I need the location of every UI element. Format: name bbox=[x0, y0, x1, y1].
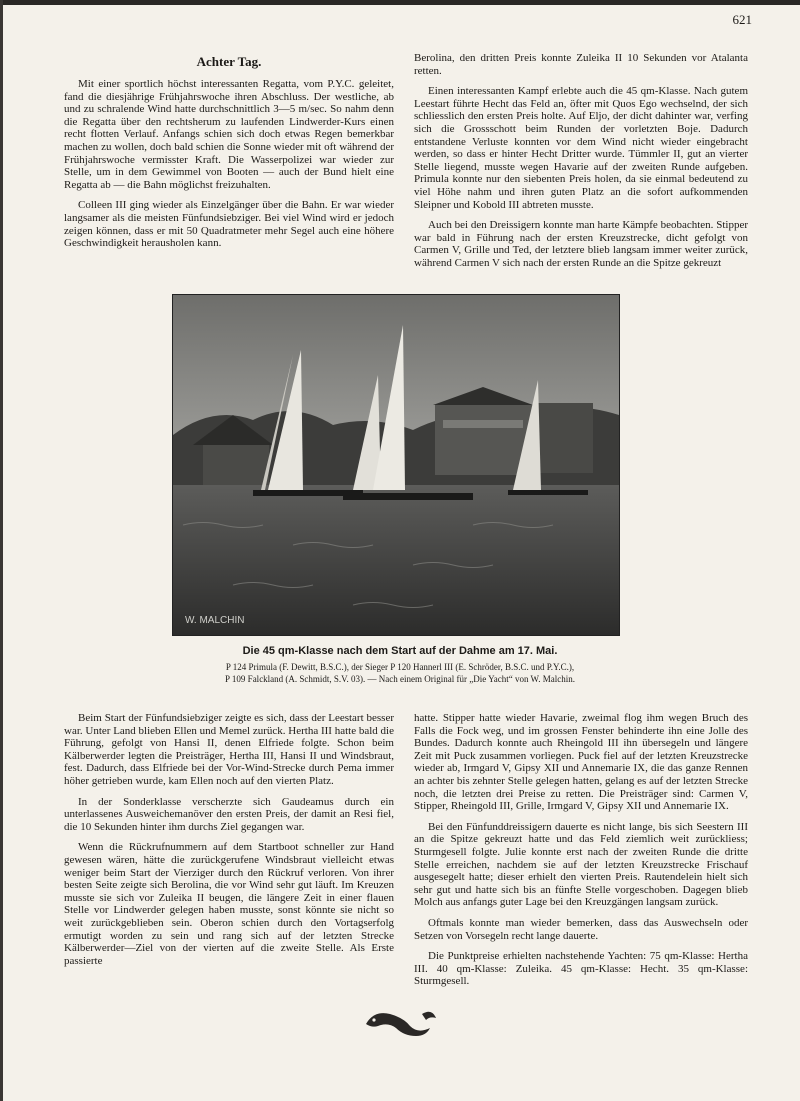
page-edge bbox=[0, 0, 800, 5]
paragraph: In der Sonderklasse verscherzte sich Gaudeamus durch ein unterlassenes Ausweichemanöver den ersten Preis, der damit an Resi fiel, die 10 Sekunden hinter ihm durchs Ziel gegangen war. bbox=[64, 795, 394, 833]
figure-caption-line: P 109 Falckland (A. Schmidt, S.V. 03). — Nach einem Original für „Die Yacht“ von W. Malchin. bbox=[225, 674, 575, 684]
page-number: 621 bbox=[732, 12, 752, 27]
dolphin-ornament-icon bbox=[360, 1004, 440, 1044]
paragraph: Colleen III ging wieder als Einzelgänger über die Bahn. Er war wieder langsamer als die meisten Fünfundsiebziger. Bei viel Wind wird er jedoch zeigen können, dass er mit 50 Quadratmeter mehr Segel auch eine höhere Geschwindigkeit herausholen kann. bbox=[64, 199, 394, 250]
paragraph: Wenn die Rückrufnummern auf dem Startboot schneller zur Hand gewesen wären, hätte die zurückgerufene Windsbraut vielleicht etwas weniger beim Start der Vierziger durch den Rückruf verloren. Von ihrer besten Seite zeigte sich Berolina, die vor Wind sehr gut läuft. Im Kreuzen musste sie sich vor Zuleika II beugen, die längere Zeit in einer flauen Stelle vor Lindwerder gelegen haben musste, sonst könnte sie nicht so weit zurückgeblieben sein. Oberon schien durch den Vortagserfolg ermutigt worden zu sein und rang sich auf der letzten Strecke Kälberwerder—Ziel von der vierten auf die zweite Stelle. Als Erste passierte bbox=[64, 841, 394, 967]
paragraph: Oftmals konnte man wieder bemerken, dass das Auswechseln oder Setzen von Vorsegeln recht lange dauerte. bbox=[414, 916, 748, 942]
paragraph: Mit einer sportlich höchst interessanten Regatta, vom P.Y.C. geleitet, fand die diesjährige Frühjahrswoche ihren Abschluss. Der westliche, ab und zu schralende Wind hatte durchschnittlich 3—5 m/sec. So nahm denn die Regatta über den rechtsherum zu laufenden Lindwerder-Kurs einen recht flotten Verlauf. Anfangs schien sich doch etwas Regen bemerkbar machen zu wollen, doch bald schien die Sonne wieder mit oft während der Frühjahrswoche vermisster Kraft. Die Wasserpolizei war wieder zur Stelle, um in dem Gewimmel von Booten — auch der Bund hielt eine Regatta ab — die Bahn möglichst freizuhalten. bbox=[64, 78, 394, 191]
painting-signature: W. MALCHIN bbox=[185, 615, 245, 626]
text-column-top-left bbox=[64, 78, 394, 258]
page-edge-left bbox=[0, 0, 3, 1101]
section-title: Achter Tag. bbox=[196, 54, 262, 69]
text-column-bottom-right bbox=[414, 712, 748, 996]
paragraph: Beim Start der Fünfundsiebziger zeigte es sich, dass der Leestart besser war. Unter Land blieben Ellen und Memel zurück. Hertha III hatte bald die Führung, gefolgt von Hansi II, denen Elfriede folgte. Schon beim Kälberwerder legten die Preisträger, Hertha III, Hansi II und Windsbraut, fest. Dadurch, dass Elfriede bei der Vor-Wind-Strecke durch Pema immer höher getrieben wurde, kam Ellen noch auf den vierten Platz. bbox=[64, 712, 394, 787]
paragraph: Bei den Fünfunddreissigern dauerte es nicht lange, bis sich Seestern III an die Spitze gekreuzt hatte und das Feld ziemlich weit zurückliess; Sturmgesell folgte. Julie konnte erst nach der zweiten Runde die dritte Stelle erreichen, nachdem sie auf der letzten Kreuzstrecke Frischauf ausgesegelt hatte; dieser erhielt den vierten Preis. Rautendelein hielt sich sehr gut und hatte sich bis an fünfte Stelle vorgeschoben. Dagegen blieb Molch aus anfangs guter Lage bei den Kreuzgängen langsam zurück. bbox=[414, 820, 748, 909]
text-column-top-right bbox=[414, 52, 748, 278]
figure-caption-title: Die 45 qm-Klasse nach dem Start auf der Dahme am 17. Mai. bbox=[242, 645, 558, 657]
text-column-bottom-left bbox=[64, 712, 394, 975]
sailing-painting-image bbox=[172, 294, 620, 636]
figure-caption-line: P 124 Primula (F. Dewitt, B.S.C.), der Sieger P 120 Hannerl III (E. Schröder, B.S.C. und P.Y.C.), bbox=[225, 662, 575, 672]
paragraph: Die Punktpreise erhielten nachstehende Yachten: 75 qm-Klasse: Hertha III. 40 qm-Klasse: Zuleika. 45 qm-Klasse: Hecht. 35 qm-Klasse: Sturmgesell. bbox=[414, 950, 748, 988]
paragraph: Einen interessanten Kampf erlebte auch die 45 qm-Klasse. Nach gutem Leestart führte Hecht das Feld an, öfter mit Quos Ego wechselnd, der sich schliesslich den ersten Preis holte. Auf Eljo, der dicht dahinter war, verfing sich die Grossschott beim Runden der vorletzten Boje. Dadurch entstandene Verluste konnten vor dem Wind nicht wieder eingebracht werden, so dass er hinter Hecht Dritter wurde. Tümmler II, gut an vierter Stelle liegend, musste wegen Havarie auf der zweiten Runde aufgeben. Primula konnte nur den siebenten Preis holen, da sie einmal bedeutend zu viel Höhe nahm und ihren guten Platz an die sofort aufkommenden Sleipner und Kobold III abtreten musste. bbox=[414, 85, 748, 211]
paragraph: Auch bei den Dreissigern konnte man harte Kämpfe beobachten. Stipper war bald in Führung nach der ersten Kreuzstrecke, dicht gefolgt von Carmen V, Grille und Ted, der letztere blieb langsam immer weiter zurück, während Carmen V sich nach der ersten Runde an die Spitze gekreuzt bbox=[414, 219, 748, 269]
paragraph: Berolina, den dritten Preis konnte Zuleika II 10 Sekunden vor Atalanta retten. bbox=[414, 52, 748, 77]
paragraph: hatte. Stipper hatte wieder Havarie, zweimal flog ihm wegen Bruch des Falls die Fock weg, und im grossen Fenster behinderte ihn eine Jolle des Bundes. Dadurch konnte auch Rheingold III ihn übersegeln und längere Zeit mit Puck zusammen vorliegen. Puck fiel auf der letzten Kreuzstrecke wieder ab, Irmgard V, Gipsy XII und Annemarie IX, die das ganze Rennen an achter bis zehnter Stelle gelegen hatten, gelang es auf der letzten Strecke noch, die letzten drei Preise zu retten. Die Preisträger sind: Carmen V, Stipper, Rheingold III, Grille, Irmgard V, Gipsy XII und Annemarie IX. bbox=[414, 712, 748, 813]
